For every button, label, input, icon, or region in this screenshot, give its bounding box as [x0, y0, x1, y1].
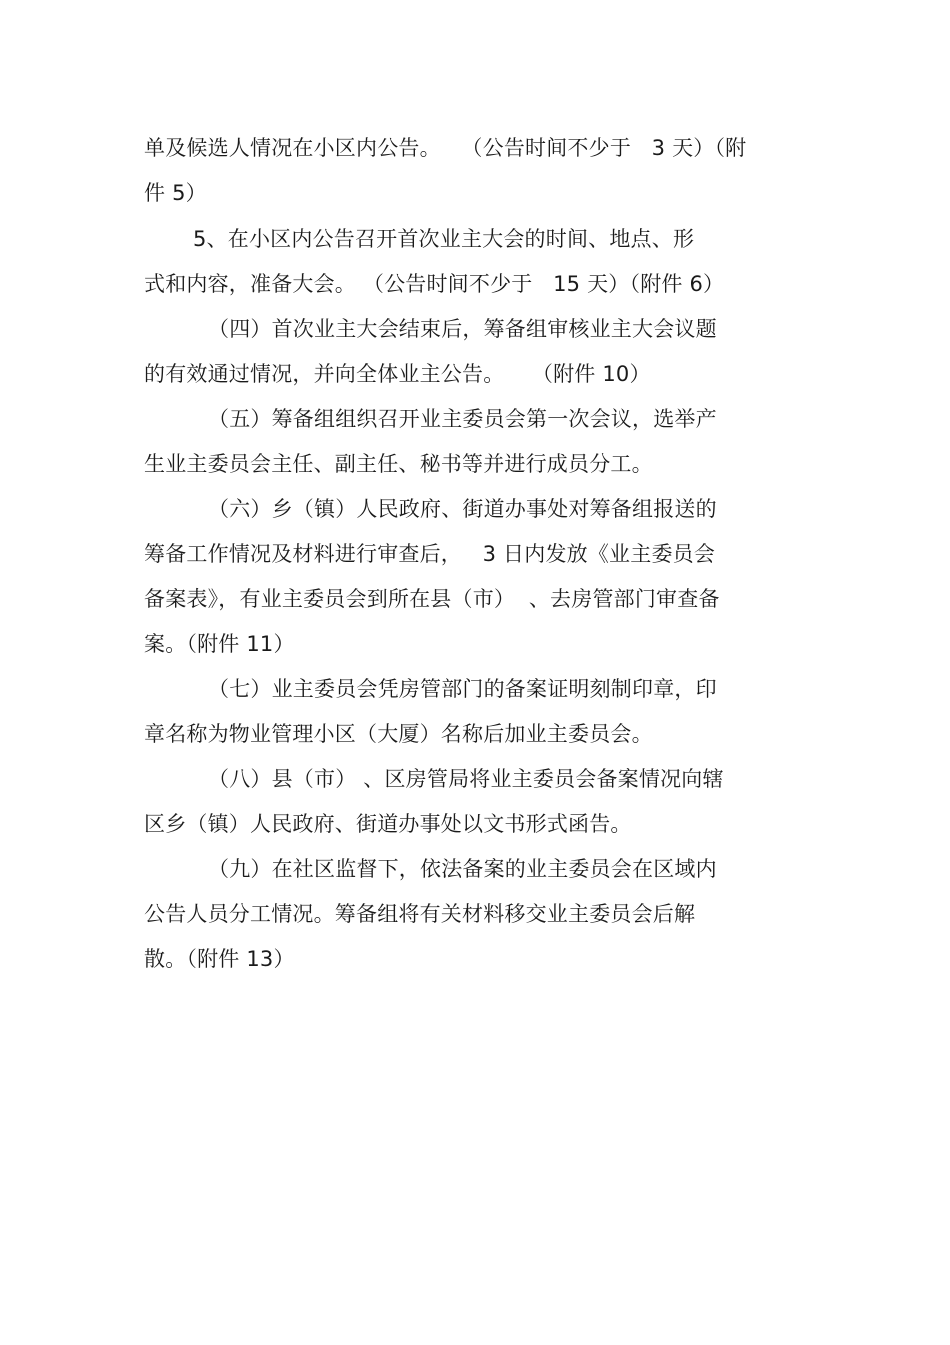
text-line: 式和内容，准备大会。 （公告时间不少于 15 天）（附件 6）: [144, 272, 725, 296]
text-line: 生业主委员会主任、副主任、秘书等并进行成员分工。: [144, 452, 653, 476]
text-line: （四）首次业主大会结束后，筹备组审核业主大会议题: [208, 317, 717, 341]
text-line: 备案表》，有业主委员会到所在县（市） 、去房管部门审查备: [144, 587, 720, 611]
text-line: （五）筹备组组织召开业主委员会第一次会议，选举产: [208, 407, 717, 431]
text-line: （七）业主委员会凭房管部门的备案证明刻制印章，印: [208, 677, 717, 701]
text-line: （八）县（市） 、区房管局将业主委员会备案情况向辖: [208, 767, 724, 791]
text-line: 区乡（镇）人民政府、街道办事处以文书形式函告。: [144, 812, 632, 836]
text-line: 的有效通过情况，并向全体业主公告。 （附件 10）: [144, 362, 651, 386]
text-line: 公告人员分工情况。筹备组将有关材料移交业主委员会后解: [144, 902, 696, 926]
text-line: 筹备工作情况及材料进行审查后， 3 日内发放《业主委员会: [144, 542, 716, 566]
text-line: 散。（附件 13）: [144, 947, 295, 971]
text-line: 章名称为物业管理小区（大厦）名称后加业主委员会。: [144, 722, 653, 746]
text-line: 件 5）: [144, 181, 207, 205]
text-line: 案。（附件 11）: [144, 632, 295, 656]
text-line: （九）在社区监督下，依法备案的业主委员会在区域内: [208, 857, 717, 881]
text-line: （六）乡（镇）人民政府、街道办事处对筹备组报送的: [208, 497, 717, 521]
text-line: 5、在小区内公告召开首次业主大会的时间、地点、形: [193, 227, 695, 251]
text-line: 单及候选人情况在小区内公告。 （公告时间不少于 3 天）（附: [144, 136, 747, 160]
